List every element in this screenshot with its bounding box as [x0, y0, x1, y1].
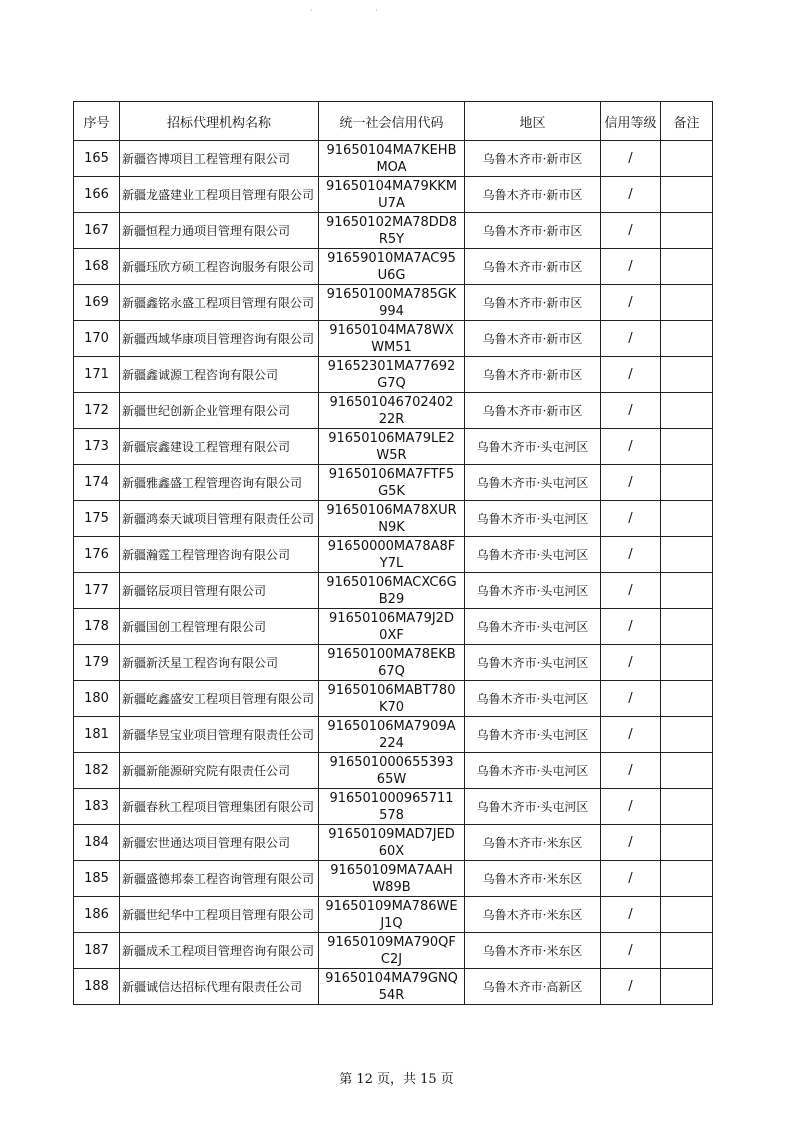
agency-name: 新疆新沃星工程咨询有限公司: [120, 645, 319, 681]
credit-code: 91650106MA78XURN9K: [319, 501, 465, 537]
credit-code: 91650104MA78WXWM51: [319, 321, 465, 357]
note: [661, 177, 713, 213]
agency-name: 新疆鑫诚源工程咨询有限公司: [120, 357, 319, 393]
table-row: [74, 285, 713, 321]
region: 乌鲁木齐市·高新区: [465, 969, 601, 1005]
note: [661, 501, 713, 537]
table-row: [74, 825, 713, 861]
credit-code: 91650109MAD7JED60X: [319, 825, 465, 861]
credit-level: /: [601, 393, 661, 429]
region: 乌鲁木齐市·新市区: [465, 393, 601, 429]
agency-name: 新疆华昱宝业项目管理有限责任公司: [120, 717, 319, 753]
region: 乌鲁木齐市·新市区: [465, 141, 601, 177]
credit-code: 91650106MA79LE2W5R: [319, 429, 465, 465]
table-row: [74, 897, 713, 933]
credit-level: /: [601, 861, 661, 897]
note: [661, 357, 713, 393]
credit-code: 91650106MACXC6GB29: [319, 573, 465, 609]
note: [661, 537, 713, 573]
table-row: [74, 357, 713, 393]
region: 乌鲁木齐市·头屯河区: [465, 501, 601, 537]
credit-code: 91650100MA785GK994: [319, 285, 465, 321]
table-row: [74, 609, 713, 645]
note: [661, 861, 713, 897]
credit-code: 91652301MA77692G7Q: [319, 357, 465, 393]
agency-name: 新疆珏欣方硕工程咨询服务有限公司: [120, 249, 319, 285]
table-row: [74, 717, 713, 753]
table-header-row: [74, 102, 713, 141]
agency-name: 新疆世纪华中工程项目管理有限公司: [120, 897, 319, 933]
credit-level: /: [601, 537, 661, 573]
credit-level: /: [601, 357, 661, 393]
table-row: [74, 177, 713, 213]
credit-level: /: [601, 177, 661, 213]
table-body: [74, 141, 713, 1005]
row-number: 169: [74, 285, 120, 321]
region: 乌鲁木齐市·头屯河区: [465, 429, 601, 465]
credit-code: 91650109MA790QFC2J: [319, 933, 465, 969]
agency-name: 新疆龙盛建业工程项目管理有限公司: [120, 177, 319, 213]
region: 乌鲁木齐市·米东区: [465, 825, 601, 861]
note: [661, 717, 713, 753]
agency-name: 新疆瀚霆工程管理咨询有限公司: [120, 537, 319, 573]
agency-name: 新疆屹鑫盛安工程项目管理有限公司: [120, 681, 319, 717]
row-number: 184: [74, 825, 120, 861]
row-number: 176: [74, 537, 120, 573]
row-number: 188: [74, 969, 120, 1005]
note: [661, 753, 713, 789]
credit-level: /: [601, 141, 661, 177]
row-number: 185: [74, 861, 120, 897]
note: [661, 285, 713, 321]
region: 乌鲁木齐市·头屯河区: [465, 717, 601, 753]
table-row: [74, 861, 713, 897]
credit-level: /: [601, 825, 661, 861]
credit-level: /: [601, 285, 661, 321]
row-number: 167: [74, 213, 120, 249]
region: 乌鲁木齐市·头屯河区: [465, 573, 601, 609]
credit-level: /: [601, 321, 661, 357]
credit-code: 916501000655393 65W: [319, 753, 465, 789]
credit-code: 91659010MA7AC95U6G: [319, 249, 465, 285]
row-number: 170: [74, 321, 120, 357]
credit-level: /: [601, 897, 661, 933]
table-row: [74, 321, 713, 357]
note: [661, 609, 713, 645]
credit-code: 91650104MA7KEHBMOA: [319, 141, 465, 177]
credit-level: /: [601, 933, 661, 969]
credit-level: /: [601, 789, 661, 825]
header-level: 信用等级: [601, 102, 661, 141]
agency-name: 新疆西域华康项目管理咨询有限公司: [120, 321, 319, 357]
credit-level: /: [601, 645, 661, 681]
agency-name: 新疆雅鑫盛工程管理咨询有限公司: [120, 465, 319, 501]
agency-name: 新疆咨博项目工程管理有限公司: [120, 141, 319, 177]
table-row: [74, 141, 713, 177]
table-row: [74, 213, 713, 249]
credit-level: /: [601, 681, 661, 717]
agency-name: 新疆新能源研究院有限责任公司: [120, 753, 319, 789]
note: [661, 141, 713, 177]
agency-name: 新疆鸿泰天诚项目管理有限责任公司: [120, 501, 319, 537]
note: [661, 249, 713, 285]
note: [661, 933, 713, 969]
agency-name: 新疆春秋工程项目管理集团有限公司: [120, 789, 319, 825]
row-number: 183: [74, 789, 120, 825]
agency-name: 新疆成禾工程项目管理咨询有限公司: [120, 933, 319, 969]
credit-code: 91650109MA786WEJ1Q: [319, 897, 465, 933]
credit-code: 91650100MA78EKB67Q: [319, 645, 465, 681]
note: [661, 969, 713, 1005]
agency-name: 新疆鑫铭永盛工程项目管理有限公司: [120, 285, 319, 321]
table-row: [74, 789, 713, 825]
row-number: 171: [74, 357, 120, 393]
region: 乌鲁木齐市·头屯河区: [465, 645, 601, 681]
agency-name: 新疆恒程力通项目管理有限公司: [120, 213, 319, 249]
row-number: 165: [74, 141, 120, 177]
credit-code: 916501046702402 22R: [319, 393, 465, 429]
table-row: [74, 537, 713, 573]
region: 乌鲁木齐市·新市区: [465, 285, 601, 321]
row-number: 182: [74, 753, 120, 789]
table-row: [74, 681, 713, 717]
table-row: [74, 501, 713, 537]
agency-name: 新疆诚信达招标代理有限责任公司: [120, 969, 319, 1005]
note: [661, 393, 713, 429]
row-number: 168: [74, 249, 120, 285]
note: [661, 213, 713, 249]
note: [661, 825, 713, 861]
region: 乌鲁木齐市·新市区: [465, 213, 601, 249]
row-number: 187: [74, 933, 120, 969]
header-name: 招标代理机构名称: [120, 102, 319, 141]
agency-name: 新疆世纪创新企业管理有限公司: [120, 393, 319, 429]
region: 乌鲁木齐市·米东区: [465, 861, 601, 897]
header-region: 地区: [465, 102, 601, 141]
credit-level: /: [601, 501, 661, 537]
table-row: [74, 573, 713, 609]
region: 乌鲁木齐市·米东区: [465, 897, 601, 933]
credit-code: 91650106MA79J2D0XF: [319, 609, 465, 645]
credit-level: /: [601, 465, 661, 501]
region: 乌鲁木齐市·新市区: [465, 177, 601, 213]
header-note: 备注: [661, 102, 713, 141]
note: [661, 789, 713, 825]
header-code: 统一社会信用代码: [319, 102, 465, 141]
region: 乌鲁木齐市·头屯河区: [465, 789, 601, 825]
region: 乌鲁木齐市·米东区: [465, 933, 601, 969]
credit-code: 916501000965711 578: [319, 789, 465, 825]
region: 乌鲁木齐市·头屯河区: [465, 465, 601, 501]
table-row: [74, 249, 713, 285]
scan-marks: · ·: [310, 6, 408, 15]
region: 乌鲁木齐市·新市区: [465, 357, 601, 393]
row-number: 172: [74, 393, 120, 429]
agency-name: 新疆铭辰项目管理有限公司: [120, 573, 319, 609]
row-number: 173: [74, 429, 120, 465]
agency-name: 新疆盛德邦泰工程咨询管理有限公司: [120, 861, 319, 897]
row-number: 174: [74, 465, 120, 501]
table-row: [74, 753, 713, 789]
table-row: [74, 429, 713, 465]
row-number: 181: [74, 717, 120, 753]
credit-code: 91650106MABT780K70: [319, 681, 465, 717]
region: 乌鲁木齐市·新市区: [465, 249, 601, 285]
table-row: [74, 465, 713, 501]
region: 乌鲁木齐市·头屯河区: [465, 609, 601, 645]
region: 乌鲁木齐市·头屯河区: [465, 681, 601, 717]
agency-name: 新疆宸鑫建设工程管理有限公司: [120, 429, 319, 465]
credit-level: /: [601, 429, 661, 465]
credit-level: /: [601, 213, 661, 249]
table-row: [74, 393, 713, 429]
credit-code: 91650106MA7FTF5G5K: [319, 465, 465, 501]
row-number: 186: [74, 897, 120, 933]
table-row: [74, 969, 713, 1005]
page-footer: 第 12 页，共 15 页: [339, 1072, 454, 1087]
credit-level: /: [601, 609, 661, 645]
row-number: 175: [74, 501, 120, 537]
row-number: 180: [74, 681, 120, 717]
agency-name: 新疆宏世通达项目管理有限公司: [120, 825, 319, 861]
credit-level: /: [601, 249, 661, 285]
note: [661, 321, 713, 357]
region: 乌鲁木齐市·新市区: [465, 321, 601, 357]
credit-code: 91650102MA78DD8R5Y: [319, 213, 465, 249]
table-row: [74, 933, 713, 969]
credit-code: 91650106MA7909A224: [319, 717, 465, 753]
credit-code: 91650000MA78A8FY7L: [319, 537, 465, 573]
credit-code: 91650104MA79KKMU7A: [319, 177, 465, 213]
header-no: 序号: [74, 102, 120, 141]
credit-code: 91650104MA79GNQ54R: [319, 969, 465, 1005]
region: 乌鲁木齐市·头屯河区: [465, 537, 601, 573]
note: [661, 681, 713, 717]
credit-level: /: [601, 717, 661, 753]
region: 乌鲁木齐市·头屯河区: [465, 753, 601, 789]
credit-level: /: [601, 753, 661, 789]
credit-level: /: [601, 969, 661, 1005]
table-row: [74, 645, 713, 681]
row-number: 166: [74, 177, 120, 213]
row-number: 178: [74, 609, 120, 645]
credit-level: /: [601, 573, 661, 609]
note: [661, 429, 713, 465]
row-number: 177: [74, 573, 120, 609]
note: [661, 897, 713, 933]
credit-code: 91650109MA7AAHW89B: [319, 861, 465, 897]
agency-name: 新疆国创工程管理有限公司: [120, 609, 319, 645]
note: [661, 573, 713, 609]
row-number: 179: [74, 645, 120, 681]
note: [661, 645, 713, 681]
agency-table: [73, 101, 713, 1005]
note: [661, 465, 713, 501]
